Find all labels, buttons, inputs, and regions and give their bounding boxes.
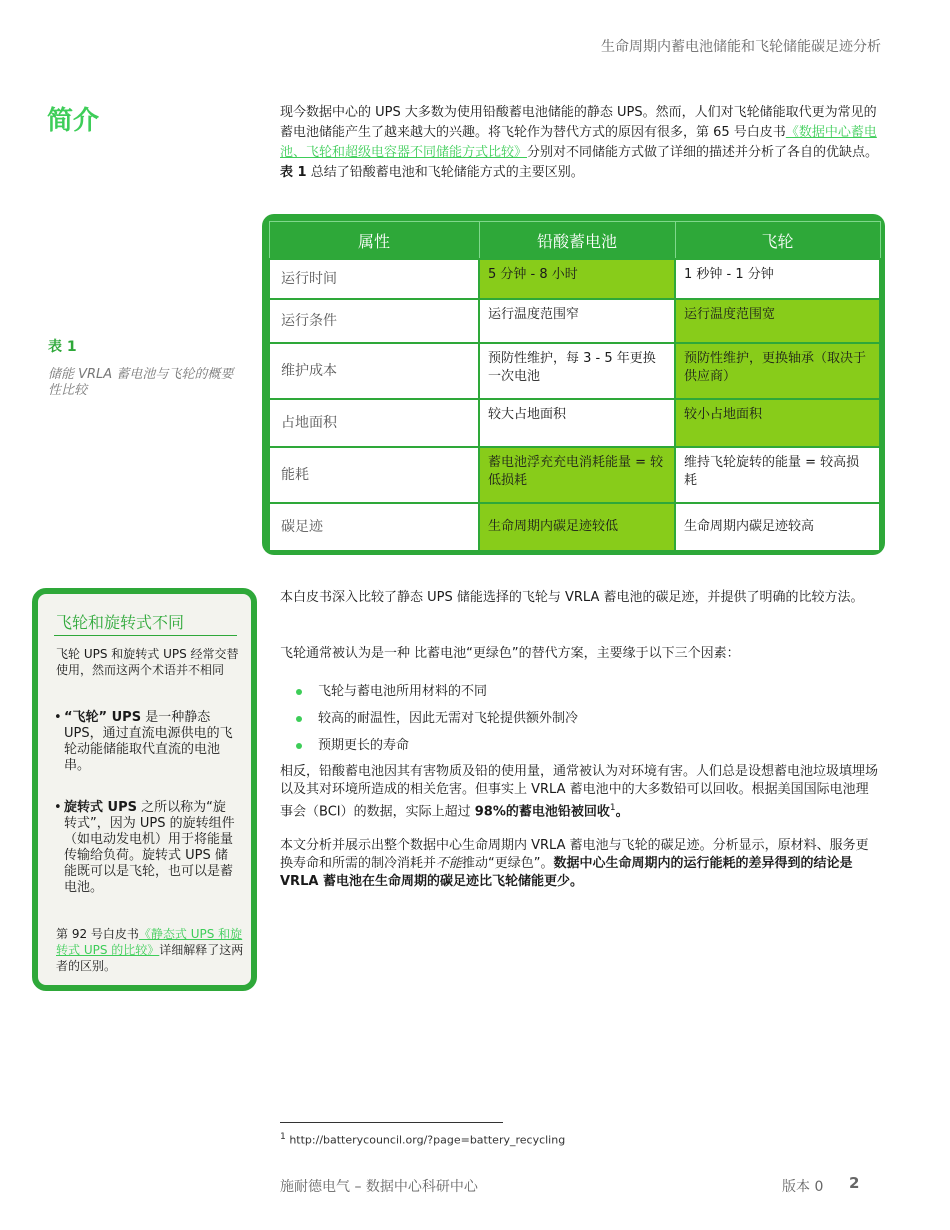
comparison-table bbox=[268, 221, 881, 552]
footnote-ref[interactable]: 1 bbox=[609, 803, 616, 813]
list-item bbox=[296, 737, 876, 764]
sidebar-title: 飞轮和旋转式不同 bbox=[56, 613, 185, 632]
whitepaper-92-link[interactable]: 《静态式 UPS 和旋转式 UPS 的比较》 bbox=[56, 927, 243, 957]
list-item-text: 预期更长的寿命 bbox=[318, 738, 410, 753]
page-number: 2 bbox=[849, 1174, 860, 1192]
body-p4-emphasis: 不能 bbox=[436, 856, 463, 871]
flywheel-cell: 较小占地面积 bbox=[675, 399, 880, 447]
footer-organization: 施耐德电气 – 数据中心科研中心 bbox=[280, 1179, 478, 1195]
attr-cell: 能耗 bbox=[269, 447, 479, 503]
sidebar-bullet-term: “飞轮” UPS bbox=[64, 710, 142, 725]
factor-list bbox=[296, 683, 876, 764]
intro-text-1: 现今数据中心的 UPS 大多数为使用铅酸蓄电池储能的静态 UPS。然而，人们对飞轮储能取代更为常见的蓄电池储能产生了越来越大的兴趣。将飞轮作为替代方式的原因有很多，第 65 号白皮书 bbox=[280, 105, 877, 140]
table-label: 表 1 bbox=[48, 339, 77, 355]
table-row bbox=[269, 503, 880, 551]
bullet-dot-icon bbox=[296, 689, 302, 695]
flywheel-cell: 生命周期内碳足迹较高 bbox=[675, 503, 880, 551]
intro-table-ref: 表 1 bbox=[280, 165, 307, 180]
body-paragraph-3 bbox=[280, 763, 880, 821]
footnote bbox=[280, 1131, 565, 1147]
table-caption: 储能 VRLA 蓄电池与飞轮的概要性比较 bbox=[48, 367, 234, 398]
list-item-text: 飞轮与蓄电池所用材料的不同 bbox=[318, 684, 488, 699]
battery-cell: 5 分钟 - 8 小时 bbox=[479, 259, 675, 299]
whitepaper-65-link[interactable]: 《数据中心蓄电池、飞轮和超级电容器不同储能方式比较》 bbox=[280, 125, 877, 160]
table-row bbox=[269, 343, 880, 399]
list-item-text: 较高的耐温性，因此无需对飞轮提供额外制冷 bbox=[318, 711, 579, 726]
sidebar-bullet-text: 之所以称为“旋转式”，因为 UPS 的旋转组件（如电动发电机）用于将能量传输给负荷。旋转式 UPS 储能既可以是飞轮，也可以是蓄电池。 bbox=[64, 800, 235, 895]
sidebar-bullet bbox=[54, 710, 238, 774]
body-p4-conclusion: 数据中心生命周期内的运行能耗的差异得到的结论是 VRLA 蓄电池在生命周期的碳足迹比飞轮储能更少。 bbox=[280, 856, 853, 889]
flywheel-cell: 运行温度范围宽 bbox=[675, 299, 880, 343]
list-item bbox=[296, 710, 876, 737]
bullet-glyph: • bbox=[54, 710, 62, 725]
body-p3-text: 相反，铅酸蓄电池因其有害物质及铅的使用量，通常被认为对环境有害。人们总是设想蓄电池垃圾填埋场以及其对环境所造成的相关危害。但事实上 VRLA 蓄电池中的大多数铅可以回收。根据美国国际电池理事会（BCI）的数据，实际上超过 bbox=[280, 764, 879, 820]
sidebar-foot-text: 第 92 号白皮书 bbox=[56, 927, 139, 941]
intro-text-2: 分别对不同储能方式做了详细的描述并分析了各自的优缺点。 bbox=[527, 145, 879, 160]
attr-cell: 碳足迹 bbox=[269, 503, 479, 551]
battery-cell: 生命周期内碳足迹较低 bbox=[479, 503, 675, 551]
sidebar-bullet-text: 是一种静态 UPS，通过直流电源供电的飞轮动能储能取代直流的电池串。 bbox=[64, 710, 233, 773]
sidebar-divider bbox=[54, 635, 237, 636]
attr-cell: 维护成本 bbox=[269, 343, 479, 399]
footnote-number: 1 bbox=[280, 1131, 286, 1142]
footnote-divider bbox=[280, 1122, 503, 1123]
body-p3-end: 。 bbox=[615, 804, 629, 820]
sidebar-intro: 飞轮 UPS 和旋转式 UPS 经常交替使用，然而这两个术语并不相同 bbox=[56, 647, 239, 677]
table-row bbox=[269, 259, 880, 299]
column-header-attribute: 属性 bbox=[269, 222, 479, 260]
body-paragraph-4 bbox=[280, 837, 880, 891]
bullet-glyph: • bbox=[54, 800, 62, 815]
sidebar-footnote bbox=[56, 926, 246, 974]
footnote-url[interactable]: http://batterycouncil.org/?page=battery_recycling bbox=[285, 1133, 566, 1147]
battery-cell: 蓄电池浮充充电消耗能量 = 较低损耗 bbox=[479, 447, 675, 503]
bullet-dot-icon bbox=[296, 743, 302, 749]
column-header-battery: 铅酸蓄电池 bbox=[479, 222, 675, 260]
body-paragraph-2: 飞轮通常被认为是一种 比蓄电池“更绿色”的替代方案，主要缘于以下三个因素： bbox=[280, 646, 740, 661]
document-header-title: 生命周期内蓄电池储能和飞轮储能碳足迹分析 bbox=[601, 39, 881, 55]
battery-cell: 较大占地面积 bbox=[479, 399, 675, 447]
recycling-stat: 98%的蓄电池铅被回收 bbox=[474, 804, 610, 820]
table-row bbox=[269, 399, 880, 447]
attr-cell: 占地面积 bbox=[269, 399, 479, 447]
battery-cell: 预防性维护，每 3 - 5 年更换一次电池 bbox=[479, 343, 675, 399]
sidebar-box bbox=[32, 588, 257, 991]
bullet-dot-icon bbox=[296, 716, 302, 722]
section-title: 简介 bbox=[47, 106, 100, 136]
list-item bbox=[296, 683, 876, 710]
intro-text-3: 总结了铅酸蓄电池和飞轮储能方式的主要区别。 bbox=[306, 165, 584, 180]
body-paragraph-1: 本白皮书深入比较了静态 UPS 储能选择的飞轮与 VRLA 蓄电池的碳足迹，并提供了明确的比较方法。 bbox=[280, 590, 864, 605]
attr-cell: 运行时间 bbox=[269, 259, 479, 299]
flywheel-cell: 1 秒钟 - 1 分钟 bbox=[675, 259, 880, 299]
flywheel-cell: 预防性维护，更换轴承（取决于供应商） bbox=[675, 343, 880, 399]
body-p4-text: 本文分析并展示出整个数据中心生命周期内 VRLA 蓄电池与飞轮的碳足迹。分析显示，原材料、服务更换寿命和所需的制冷消耗并 bbox=[280, 838, 869, 871]
table-row bbox=[269, 299, 880, 343]
intro-paragraph bbox=[280, 103, 880, 183]
table-row bbox=[269, 447, 880, 503]
flywheel-cell: 维持飞轮旋转的能量 = 较高损耗 bbox=[675, 447, 880, 503]
footer-version: 版本 0 bbox=[782, 1179, 824, 1195]
column-header-flywheel: 飞轮 bbox=[675, 222, 880, 260]
sidebar-foot-text-2: 详细解释了这两者的区别。 bbox=[56, 943, 244, 973]
body-p4-text-2: 推动“更绿色”。 bbox=[462, 856, 554, 871]
battery-cell: 运行温度范围窄 bbox=[479, 299, 675, 343]
sidebar-bullet bbox=[54, 800, 238, 896]
attr-cell: 运行条件 bbox=[269, 299, 479, 343]
sidebar-bullet-term: 旋转式 UPS bbox=[64, 800, 137, 815]
